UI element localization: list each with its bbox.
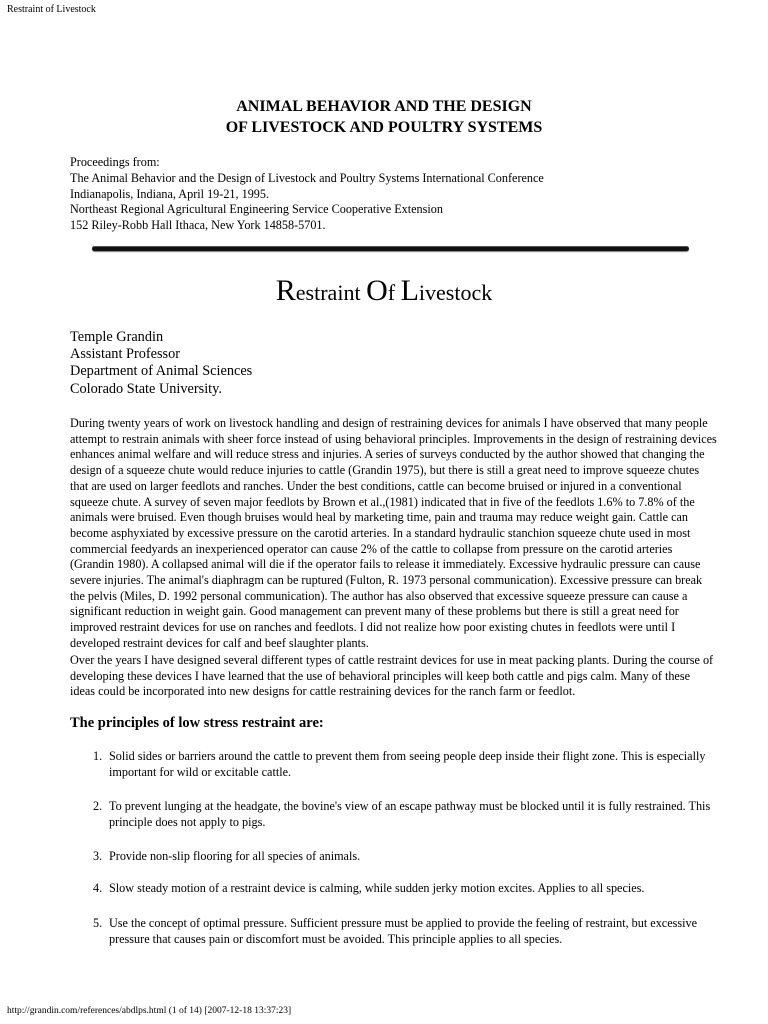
paragraph-line: design of a squeeze chute would reduce injuries to cattle (Grandin 1975), but there is still a great need to improve squeeze chutes [70,463,700,478]
list-number: 1. [93,749,103,763]
author-department: Department of Animal Sciences [70,363,253,380]
list-text [109,916,719,947]
intro-paragraph [70,416,717,652]
list-number: 5. [93,916,103,930]
paragraph-line: During twenty years of work on livestock handling and design of restraining devices for animals I have observed that many people [70,416,708,430]
proceedings-line: Proceedings from: [70,155,160,169]
print-header: Restraint of Livestock [7,4,96,15]
proceedings-info [70,155,544,234]
conference-title [0,96,768,138]
list-text [109,799,719,830]
title-initial: L [400,274,419,307]
list-text [109,749,719,780]
paragraph-line: (Grandin 1980). A collapsed animal will die if the operator fails to release it immediately. Excessive hydraulic pressure can cause [70,557,701,572]
paragraph-line: developing these devices I have learned that the use of behavioral principles will keep both cattle and pigs calm. Many of these [70,668,690,683]
list-number: 3. [93,849,103,863]
conference-title-line: OF LIVESTOCK AND POULTRY SYSTEMS [225,119,543,136]
title-initial: O [366,274,388,307]
list-line: principle does not apply to pigs. [109,814,266,829]
proceedings-line: The Animal Behavior and the Design of Livestock and Poultry Systems International Conference [70,170,544,185]
paragraph-line: severe injuries. The animal's diaphragm can be ruptured (Fulton, R. 1973 personal communication). Excessive pressure can break [70,573,703,588]
list-number: 2. [93,799,103,813]
paragraph-line: that are used on larger feedlots and ranches. Under the best conditions, cattle can become bruised or injured in a conventional [70,478,682,493]
proceedings-line: Northeast Regional Agricultural Engineering Service Cooperative Extension [70,202,443,217]
list-line: Provide non-slip flooring for all species of animals. [109,849,361,863]
list-line: Slow steady motion of a restraint device is calming, while sudden jerky motion excites. Applies to all species. [109,881,645,895]
paragraph-line: enhances animal welfare and will reduce stress and injuries. A series of surveys conducted by the author showed that changing the [70,447,705,462]
title-word-rest: f [387,280,396,305]
list-text [109,849,719,865]
paragraph-line: ideas could be incorporated into new designs for cattle restraining devices for the ranch farm or feedlot. [70,684,576,699]
paragraph-line: animals were bruised. Even though bruises would heal by marketing time, pain and trauma may reduce weight gain. Cattle can [70,510,688,525]
list-text [109,881,719,897]
principles-heading: The principles of low stress restraint are: [70,715,324,731]
title-word-rest: ivestock [418,280,493,305]
paragraph-line: become asphyxiated by excessive pressure on the carotid arteries. In a standard hydraulic stanchion squeeze chute used in most [70,525,691,540]
paragraph-line: significant reduction in weight gain. Good management can prevent many of these problems but there is still a great need for [70,604,679,619]
print-footer: http://grandin.com/references/abdlps.html (1 of 14) [2007-12-18 13:37:23] [7,1006,292,1016]
title-word-rest: estraint [295,280,361,305]
paragraph-line: developed restraint devices for calf and beef slaughter plants. [70,635,369,650]
proceedings-line: 152 Riley-Robb Hall Ithaca, New York 14858-5701. [70,218,326,233]
horizontal-rule [92,246,689,251]
paragraph-line: the pelvis (Miles, D. 1992 personal communication). The author has also observed that excessive squeeze pressure can cause a [70,588,688,603]
list-line: Use the concept of optimal pressure. Sufficient pressure must be applied to provide the feeling of restraint, but excessive [109,916,697,930]
author-position: Assistant Professor [70,346,181,363]
paragraph-line: improved restraint devices for use on ranches and feedlots. I did not realize how poor existing chutes in feedlots were until I [70,620,676,635]
paragraph-line: Over the years I have designed several different types of cattle restraint devices for use in meat packing plants. During the course of [70,653,714,667]
paragraph-line: commercial feedyards an inexperienced operator can cause 2% of the cattle to collapse from pressure on the carotid arteries [70,541,673,556]
list-line: To prevent lunging at the headgate, the bovine's view of an escape pathway must be blocked until it is fully restrained. This [109,799,711,813]
list-line: important for wild or excitable cattle. [109,764,292,779]
list-line: Solid sides or barriers around the cattle to prevent them from seeing people deep inside their flight zone. This is especially [109,749,706,763]
author-name: Temple Grandin [70,329,164,345]
author-university: Colorado State University. [70,380,222,397]
author-block [70,329,252,398]
document-title [0,276,768,308]
paragraph-line: attempt to restrain animals with sheer force instead of using behavioral principles. Improvements in the design of restraining devices [70,431,717,446]
paragraph-line: squeeze chute. A survey of seven major feedlots by Brown et al.,(1981) indicated that in five of the feedlots 1.6% to 7.8% of the [70,494,695,509]
proceedings-line: Indianapolis, Indiana, April 19-21, 1995. [70,186,270,201]
conference-title-line: ANIMAL BEHAVIOR AND THE DESIGN [236,98,532,115]
second-paragraph [70,653,714,700]
list-number: 4. [93,881,103,895]
title-initial: R [275,274,296,307]
list-line: pressure that causes pain or discomfort must be avoided. This principle applies to all species. [109,931,563,946]
